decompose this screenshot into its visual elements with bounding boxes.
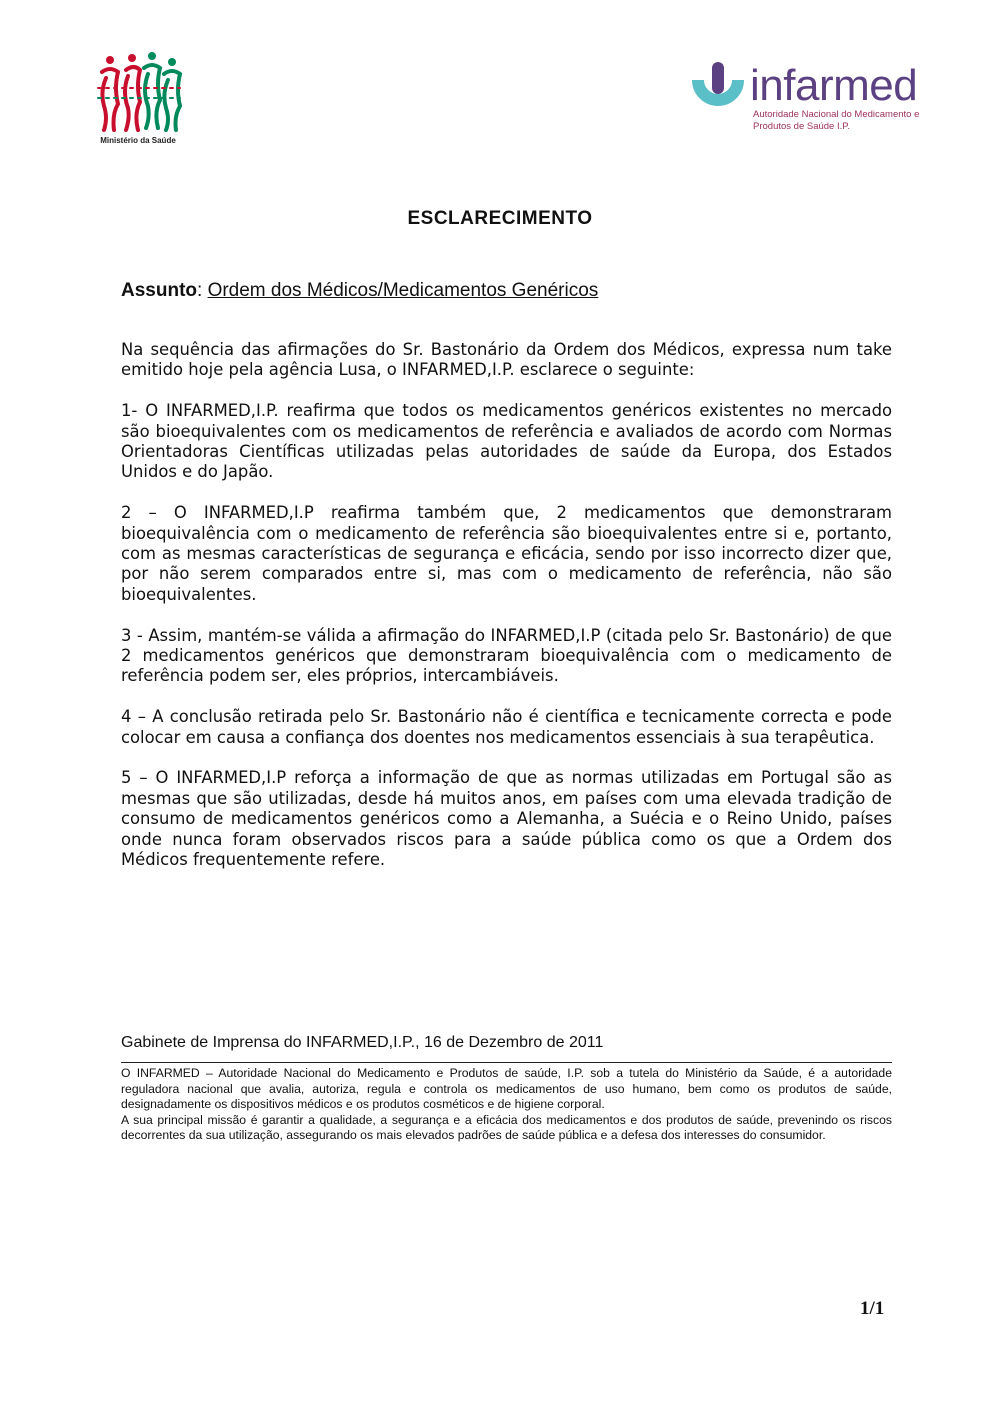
paragraph-intro: Na sequência das afirmações do Sr. Bastonário da Ordem dos Médicos, expressa num take emitido hoje pela agência Lusa, o INFARMED,I.P. esclarece o seguinte: [121,340,892,380]
infarmed-mark-icon [690,60,746,116]
paragraph-2: 2 – O INFARMED,I.P reafirma também que, 2 medicamentos que demonstraram bioequivalência com o medicamento de referência são bioequivalentes entre si e, portanto, com as mesmas características de segurança e eficácia, sendo por isso incorrecto dizer que, por não serem comparados entre si, mas com o medicamento de referência, não são bioequivalentes. [121,503,892,604]
ministry-figures-icon [88,48,188,136]
signoff: Gabinete de Imprensa do INFARMED,I.P., 16 de Dezembro de 2011 [121,1034,604,1051]
infarmed-subtitle: Autoridade Nacional do Medicamento e Produtos de Saúde I.P. [753,109,920,132]
subject-text: Ordem dos Médicos/Medicamentos Genéricos [207,280,599,301]
subject-label: Assunto [121,280,197,301]
paragraph-5: 5 – O INFARMED,I.P reforça a informação de que as normas utilizadas em Portugal são as mesmas que são utilizadas, desde há muitos anos, em países com uma elevada tradição de consumo de medicamentos genéricos como a Alemanha, a Suécia e o Reino Unido, países onde nunca foram observados riscos para a saúde pública como os que a Ordem dos Médicos frequentemente refere. [121,768,892,870]
footer-paragraph-2: A sua principal missão é garantir a qualidade, a segurança e a eficácia dos medicamentos e dos produtos de saúde, prevenindo os riscos decorrentes da sua utilização, assegurando os mais elevados padrões de saúde pública e a defesa dos interesses do consumidor. [121,1112,892,1142]
infarmed-wordmark: infarmed [750,61,918,110]
footer-divider [121,1062,892,1063]
document-body [121,340,892,891]
subject-line: Assunto: Ordem dos Médicos/Medicamentos Genéricos [121,280,599,301]
document-title: ESCLARECIMENTO [407,208,593,229]
paragraph-3: 3 - Assim, mantém-se válida a afirmação do INFARMED,I.P (citada pelo Sr. Bastonário) de que 2 medicamentos genéricos que demonstraram bioequivalência com o medicamento de referência podem ser, eles próprios, intercambiáveis. [121,625,892,686]
paragraph-4: 4 – A conclusão retirada pelo Sr. Bastonário não é científica e tecnicamente correcta e pode colocar em causa a confiança dos doentes nos medicamentos essenciais à sua terapêutica. [121,707,892,747]
footer-note [121,1066,892,1144]
infarmed-logo [690,60,920,140]
ministry-caption: Ministério da Saúde [100,136,176,145]
page-number: 1/1 [860,1298,885,1319]
ministry-logo [88,48,188,148]
paragraph-1: 1- O INFARMED,I.P. reafirma que todos os medicamentos genéricos existentes no mercado são bioequivalentes com os medicamentos de referência e avaliados de acordo com Normas Orientadoras Científicas utilizadas pelas autoridades de saúde da Europa, dos Estados Unidos e do Japão. [121,401,892,482]
footer-paragraph-1: O INFARMED – Autoridade Nacional do Medicamento e Produtos de saúde, I.P. sob a tutela do Ministério da Saúde, é a autoridade reguladora nacional que avalia, autoriza, regula e controla os medicamentos de uso humano, bem como os produtos de saúde, designadamente os dispositivos médicos e os produtos cosméticos e de higiene corporal. [121,1066,892,1111]
